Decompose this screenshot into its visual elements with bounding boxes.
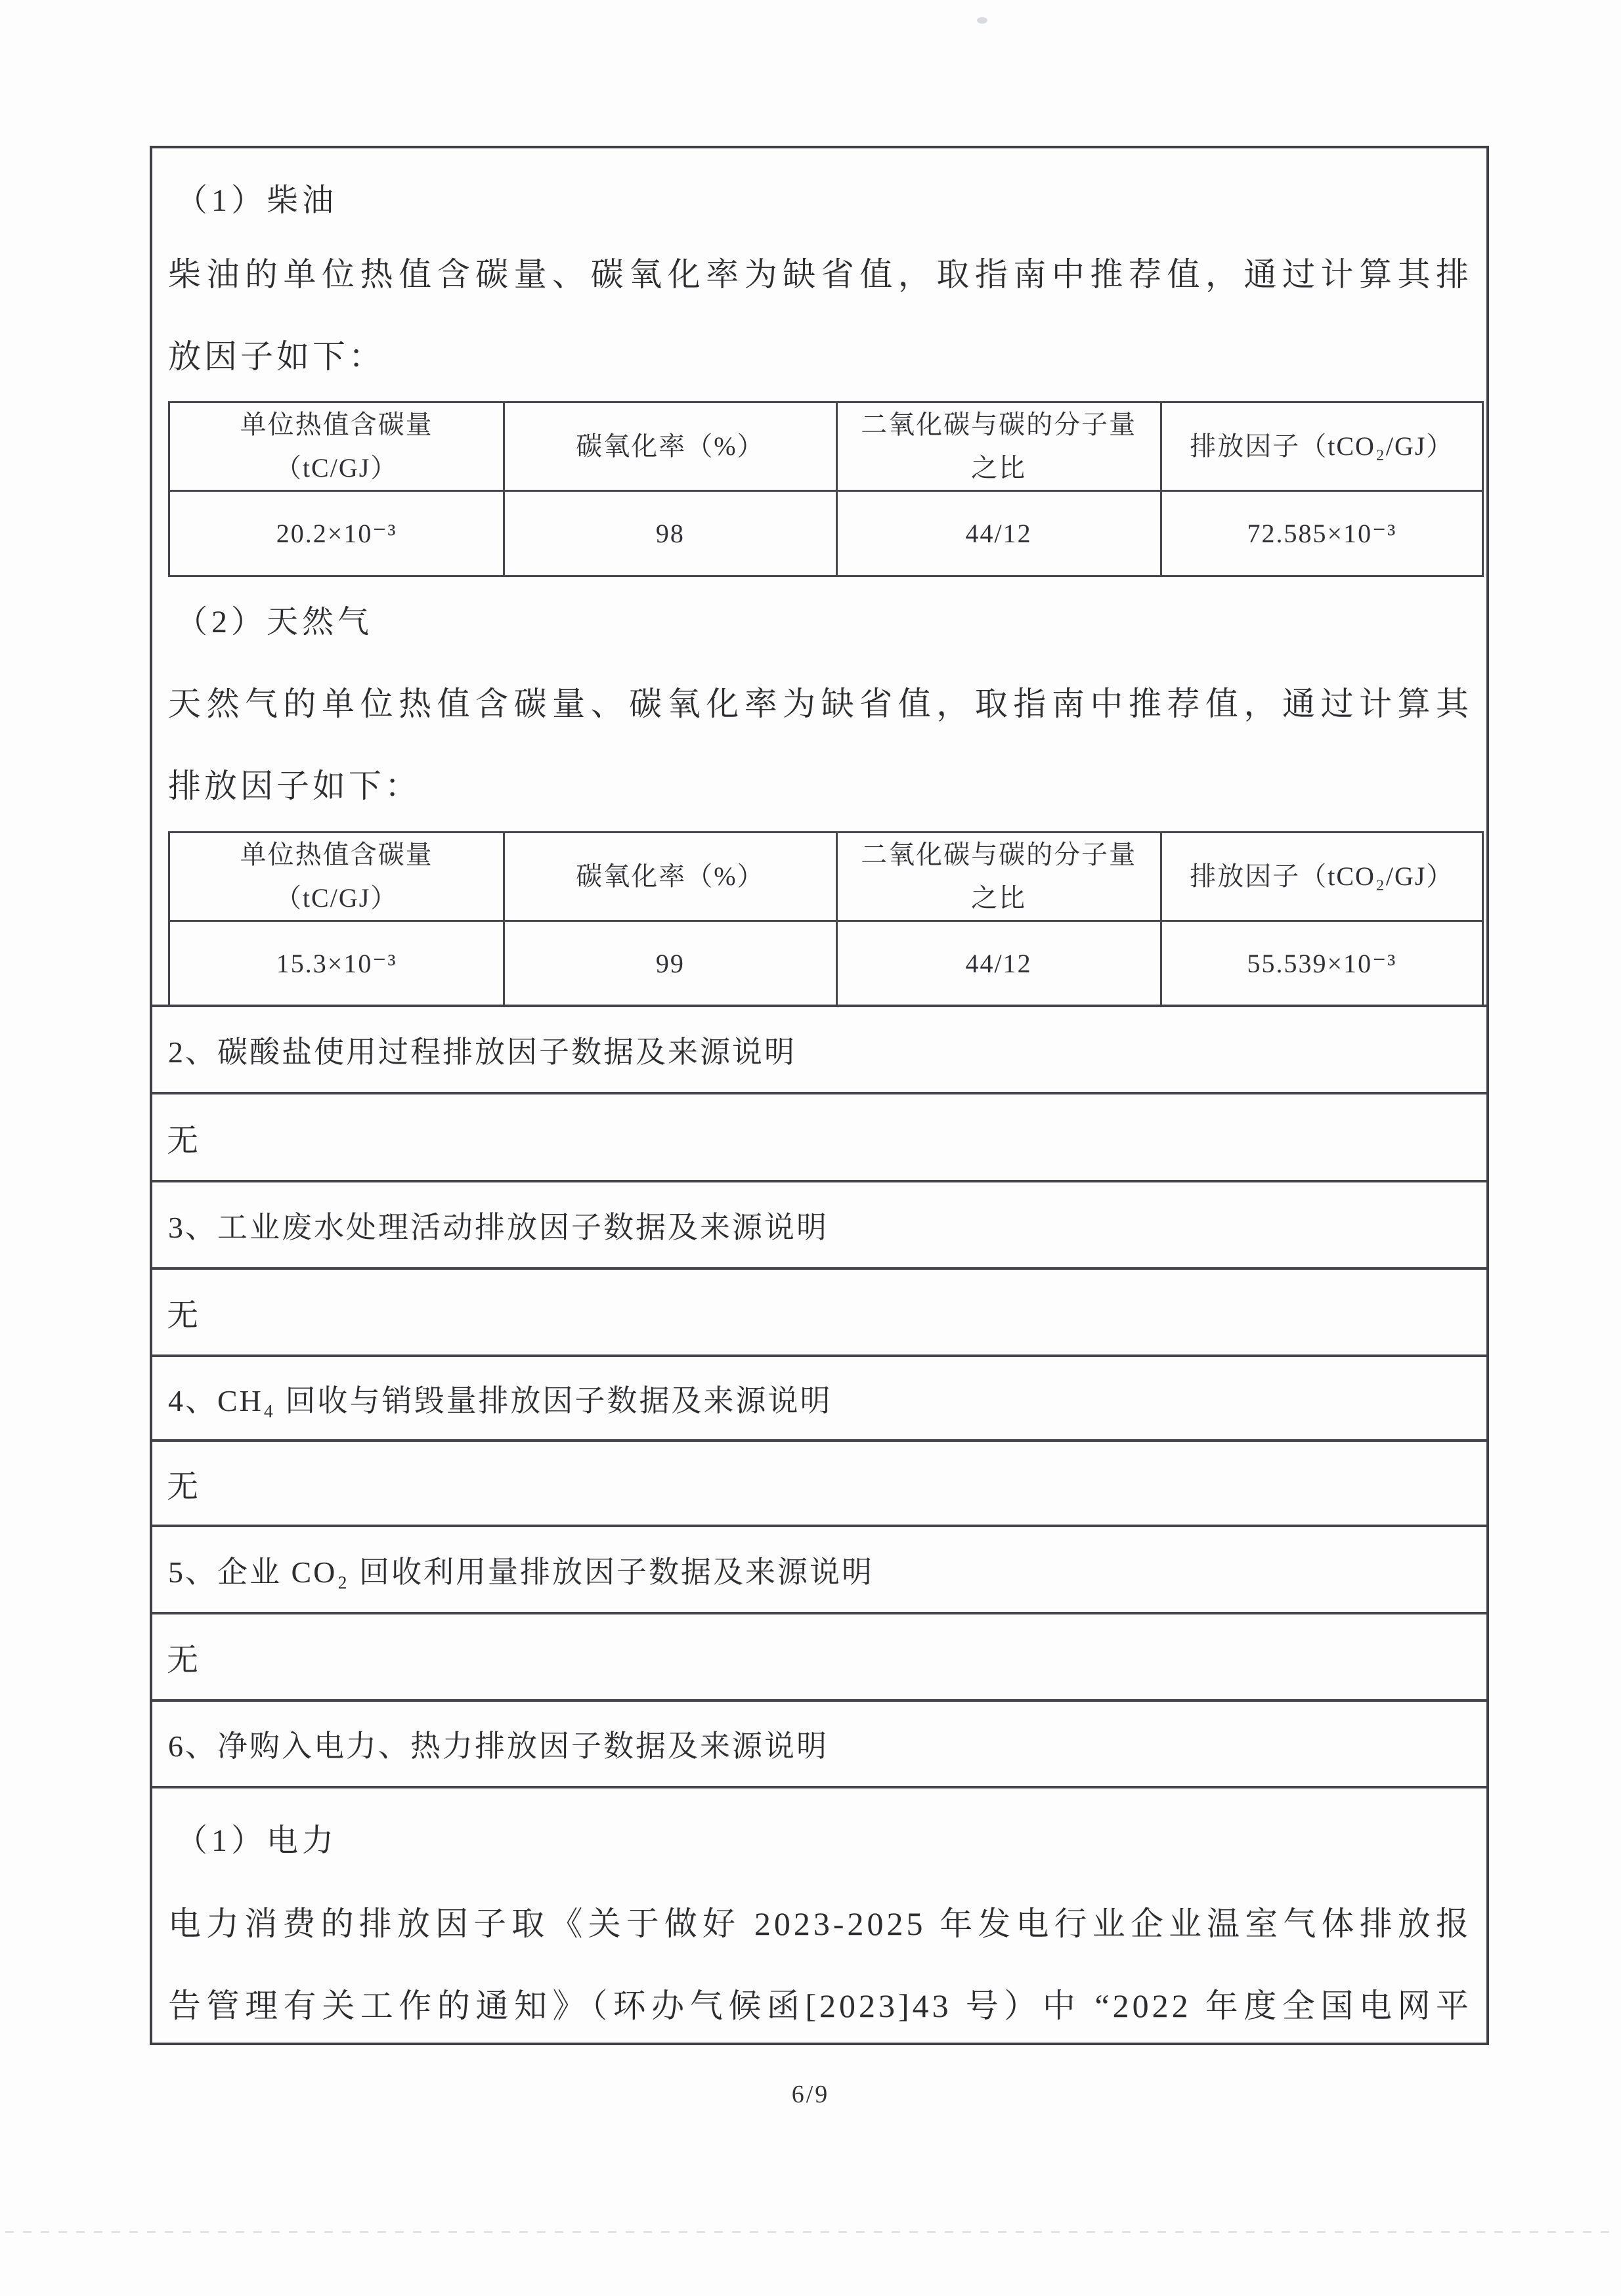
paragraph-line: 排放因子如下： (168, 768, 421, 804)
header-cell-molecular-ratio (836, 833, 1161, 921)
page-number: 6/9 (791, 2081, 830, 2108)
section-carbonate-heading-row (152, 1005, 1486, 1092)
header-line: 排放因子（tCO₂/GJ） (1190, 861, 1454, 891)
diesel-paragraph (168, 252, 1472, 416)
section-carbonate-content-row (152, 1092, 1486, 1180)
value-cell-emission-factor: 72.585×10⁻³ (1161, 491, 1482, 576)
diesel-heading: （1）柴油 (176, 183, 338, 218)
header-line: 之比 (971, 453, 1027, 483)
section-heading: 5、企业 CO₂ 回收利用量排放因子数据及来源说明 (168, 1555, 874, 1589)
header-cell-oxidation-rate (504, 833, 836, 921)
none-value: 无 (167, 1298, 199, 1333)
paragraph-line: 电力消费的排放因子取《关于做好 2023-2025 年发电行业企业温室气体排放报 (168, 1905, 1472, 1942)
header-cell-heat-carbon (169, 402, 504, 491)
header-line: 之比 (971, 883, 1027, 913)
header-line: 碳氧化率（%） (576, 861, 765, 891)
natural-gas-heading: （2）天然气 (176, 605, 374, 639)
value-cell-oxidation-rate: 98 (504, 491, 836, 576)
value-cell-heat-carbon: 15.3×10⁻³ (169, 921, 504, 1007)
header-line: 排放因子（tCO₂/GJ） (1190, 431, 1454, 461)
table-data-row (169, 921, 1483, 1007)
scan-artifact-line (5, 2231, 1614, 2233)
header-line: 二氧化碳与碳的分子量 (861, 840, 1137, 869)
header-line: 二氧化碳与碳的分子量 (861, 410, 1137, 439)
section-power-content-row (152, 1786, 1486, 2043)
natural-gas-emission-factor-table (168, 831, 1484, 1007)
paragraph-line: 放因子如下： (168, 338, 385, 375)
table-header-row (169, 833, 1483, 921)
section-wastewater-content-row (152, 1267, 1486, 1354)
diesel-emission-factor-table (168, 401, 1484, 577)
section-co2-content-row (152, 1612, 1486, 1699)
section-heading: 2、碳酸盐使用过程排放因子数据及来源说明 (168, 1035, 796, 1069)
section-heading: 6、净购入电力、热力排放因子数据及来源说明 (168, 1729, 829, 1763)
header-line: （tC/GJ） (274, 883, 399, 913)
emission-factor-form (150, 146, 1489, 2045)
natural-gas-paragraph (168, 682, 1472, 846)
section-heading: 3、工业废水处理活动排放因子数据及来源说明 (168, 1210, 829, 1244)
section-ch4-heading-row (152, 1354, 1486, 1439)
header-line: 碳氧化率（%） (576, 431, 765, 461)
paragraph-line: 告管理有关工作的通知》（环办气候函[2023]43 号）中 “2022 年度全国电网平 (168, 1987, 1472, 2024)
table-data-row (169, 491, 1483, 576)
header-cell-oxidation-rate (504, 402, 836, 491)
value-cell-oxidation-rate: 99 (504, 921, 836, 1007)
header-cell-emission-factor (1161, 402, 1482, 491)
section-co2-heading-row (152, 1525, 1486, 1612)
header-cell-molecular-ratio (836, 402, 1161, 491)
none-value: 无 (167, 1469, 199, 1504)
header-cell-heat-carbon (169, 833, 504, 921)
header-line: （tC/GJ） (274, 453, 399, 483)
section-power-heading-row (152, 1699, 1486, 1786)
header-line: 单位热值含碳量 (240, 840, 433, 869)
electricity-subheading: （1）电力 (176, 1823, 338, 1858)
electricity-paragraph (168, 1901, 1472, 2066)
value-cell-molecular-ratio: 44/12 (836, 491, 1161, 576)
none-value: 无 (167, 1123, 199, 1158)
none-value: 无 (167, 1643, 199, 1678)
paragraph-line: 天然气的单位热值含碳量、碳氧化率为缺省值，取指南中推荐值，通过计算其 (168, 685, 1472, 722)
value-cell-heat-carbon: 20.2×10⁻³ (169, 491, 504, 576)
value-cell-molecular-ratio: 44/12 (836, 921, 1161, 1007)
fuel-emission-factor-section (152, 148, 1486, 1005)
table-header-row (169, 402, 1483, 491)
header-line: 单位热值含碳量 (240, 410, 433, 439)
value-cell-emission-factor: 55.539×10⁻³ (1161, 921, 1482, 1007)
paragraph-line: 柴油的单位热值含碳量、碳氧化率为缺省值，取指南中推荐值，通过计算其排 (168, 256, 1472, 293)
section-ch4-content-row (152, 1439, 1486, 1525)
header-cell-emission-factor (1161, 833, 1482, 921)
section-wastewater-heading-row (152, 1180, 1486, 1267)
scan-artifact-dot (977, 17, 987, 24)
section-heading: 4、CH₄ 回收与销毁量排放因子数据及来源说明 (168, 1383, 832, 1418)
